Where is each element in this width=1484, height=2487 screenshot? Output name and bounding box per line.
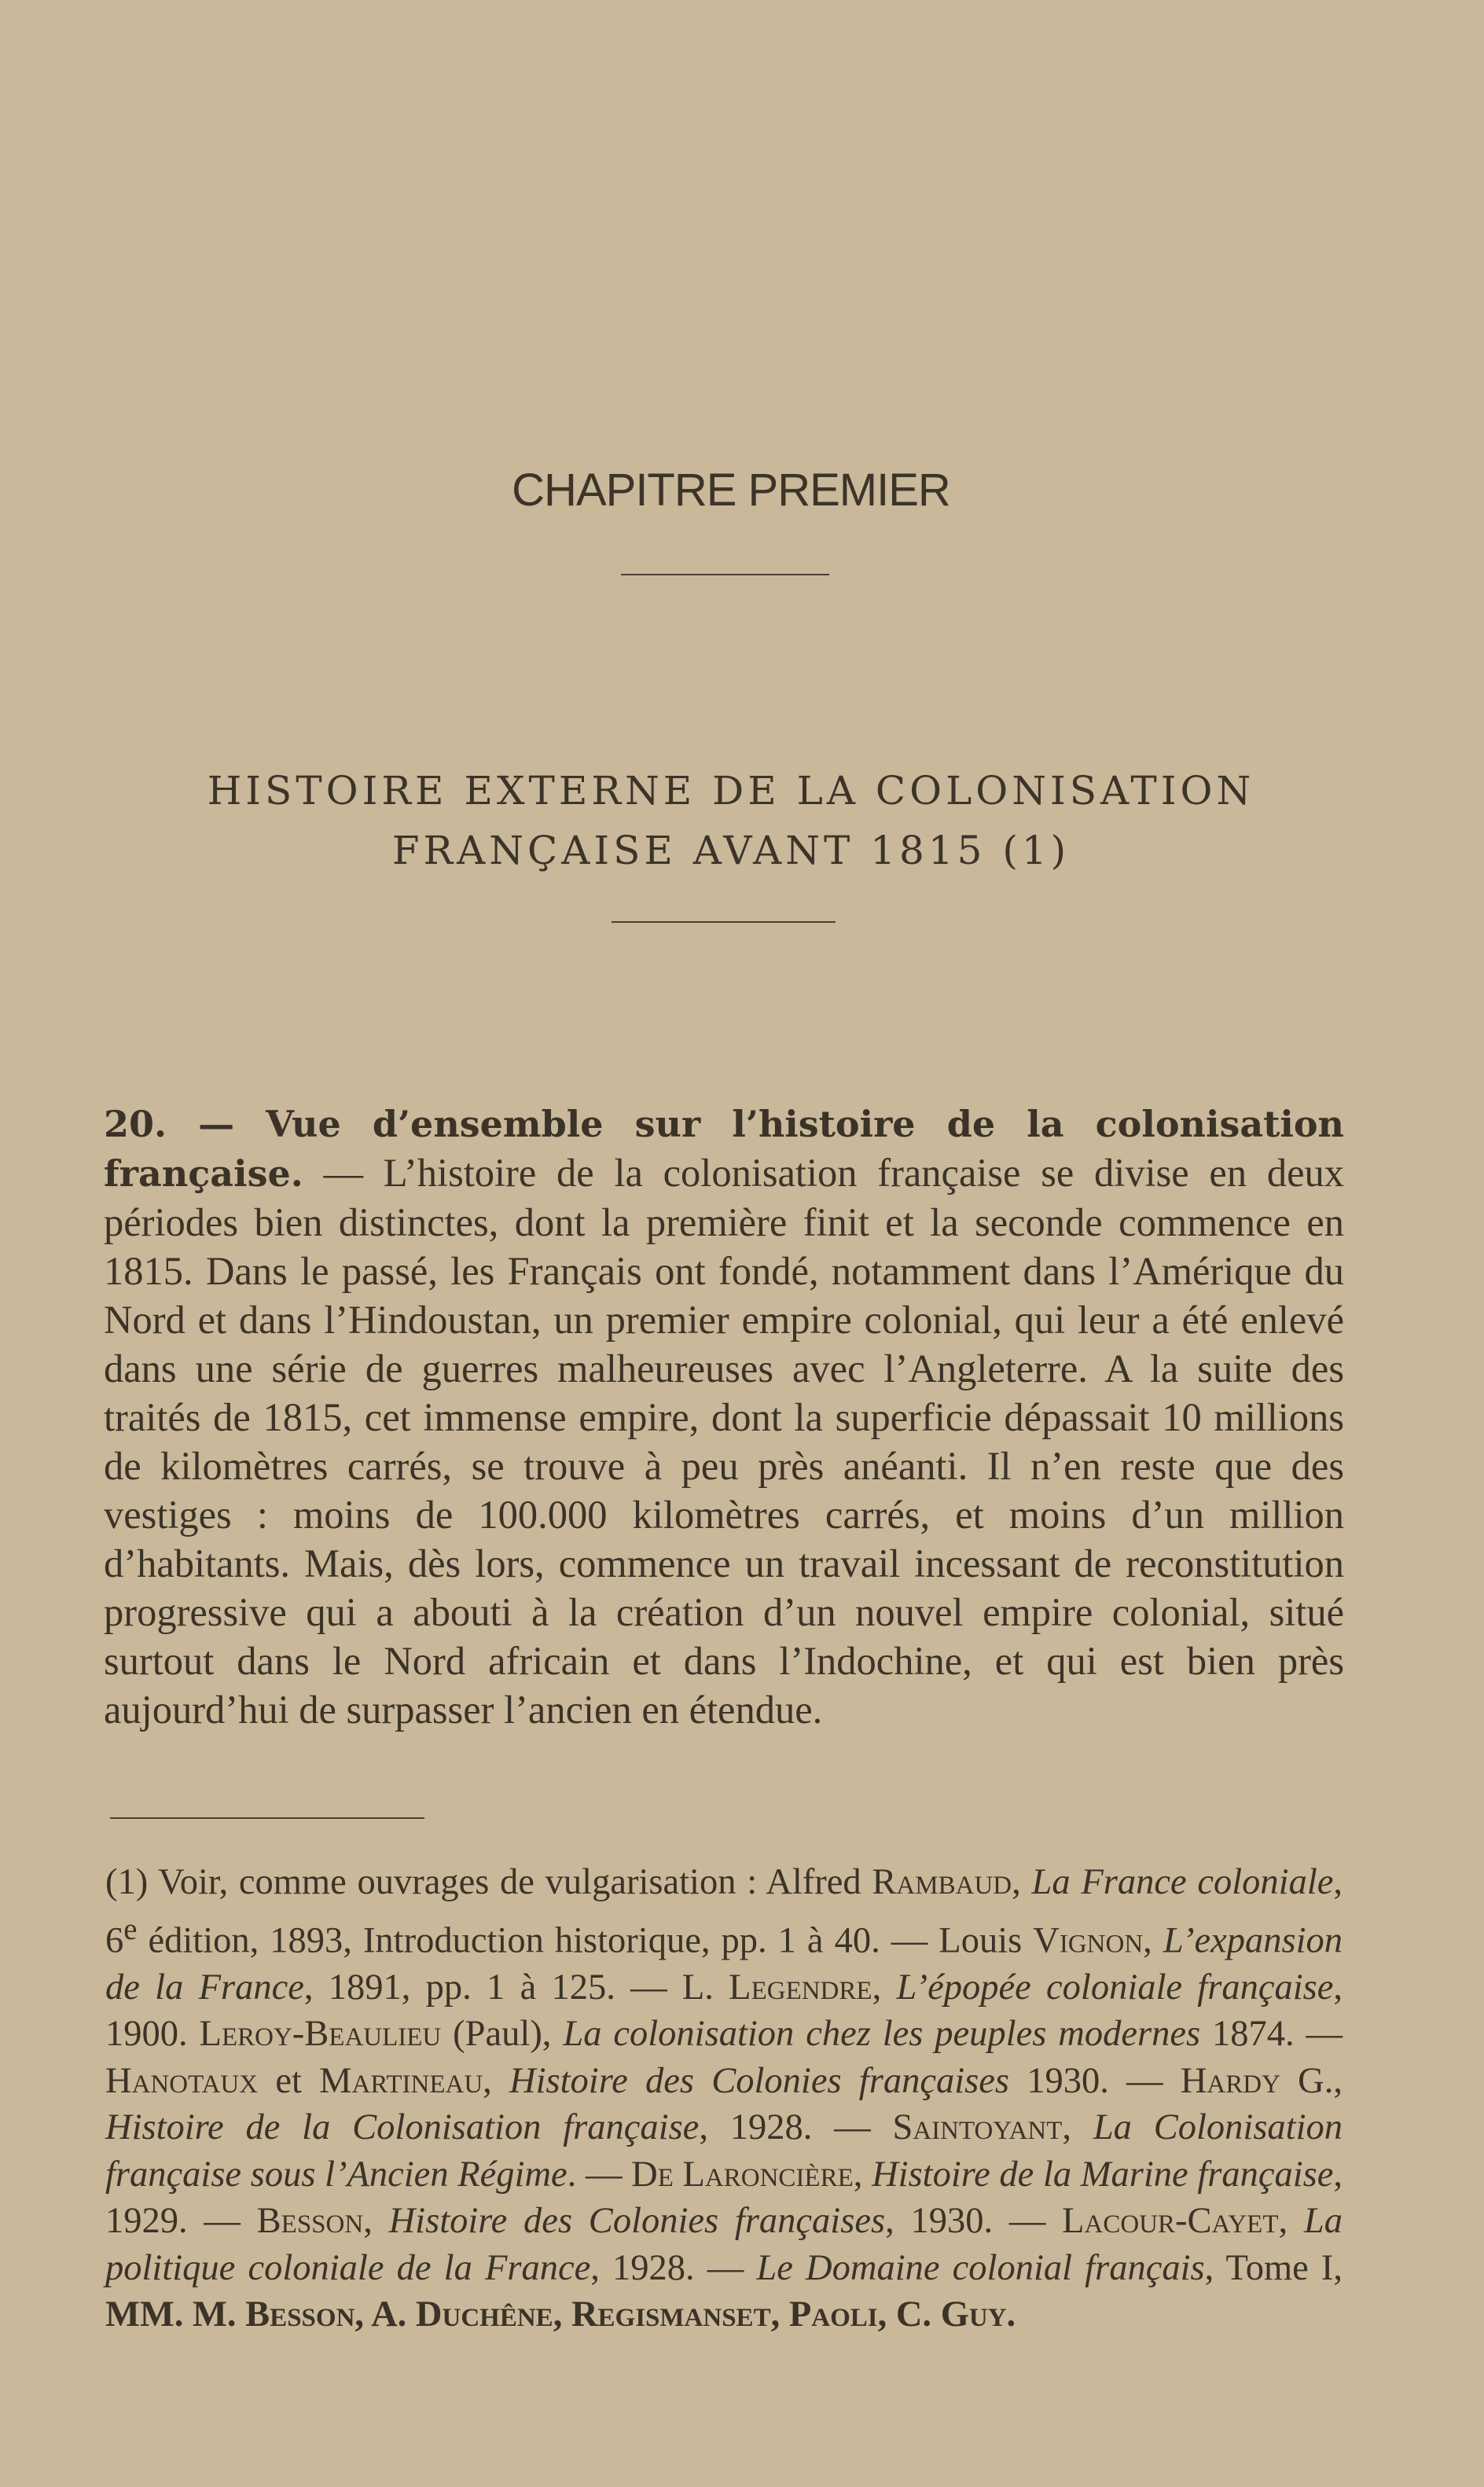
footnote <box>105 1859 1343 2338</box>
chapter-title-line-1: HISTOIRE EXTERNE DE LA COLONISATION <box>207 768 1255 814</box>
footnote-rule <box>110 1817 424 1819</box>
author-name: Leroy-Beaulieu <box>199 2014 442 2054</box>
author-name: Saintoyant <box>892 2107 1063 2147</box>
work-title: Le Domaine colonial français <box>756 2247 1205 2288</box>
chapter-title <box>110 761 1352 880</box>
author-name: Regismanset <box>571 2294 771 2335</box>
author-name: Paoli <box>788 2294 878 2335</box>
work-title: Histoire de la Marine française <box>872 2154 1334 2195</box>
author-name: Guy <box>940 2294 1007 2335</box>
work-title: Histoire des Colonies françaises <box>388 2201 886 2241</box>
author-name: Lacour-Cayet <box>1062 2201 1279 2241</box>
author-name: Rambaud <box>872 1862 1012 1902</box>
footnote-text: (1) Voir, comme ouvrages de vulgarisation : Alfred Rambaud, La France coloniale, 6e édition, 1893, Introduction historique, pp. 1 à 40. — Louis Vignon, L’expansion de la France, 1891, pp. 1 à 125. — L. Legendre, L’épopée coloniale française, 1900. Leroy-Beaulieu (Paul), La colonisation chez les peuples modernes 1874. — Hanotaux et Martineau, Histoire des Colonies françaises 1930. — Hardy G., Histoire de la Colonisation française, 1928. — Saintoyant, La Colonisation française sous l’Ancien Régime. — De Laroncière, Histoire de la Marine française, 1929. — Besson, Histoire des Colonies françaises, 1930. — Lacour-Cayet, La politique coloniale de la France, 1928. — Le Domaine colonial français, Tome I, MM. M. Besson, A. Duchêne, Regismanset, Paoli, C. Guy. <box>105 1862 1343 2335</box>
author-name: Martineau <box>319 2060 483 2101</box>
section-paragraph <box>104 1099 1344 1734</box>
chapter-heading: CHAPITRE PREMIER <box>512 465 950 516</box>
author-name: Besson <box>256 2201 364 2241</box>
work-title: La colonisation chez les peuples modernes <box>563 2014 1201 2054</box>
author-name: Duchêne <box>415 2294 553 2335</box>
author-name: Vignon <box>1033 1920 1144 1960</box>
work-title: La Colonisation française sous l’Ancien Régime <box>105 2107 1343 2195</box>
work-title: Histoire de la Colonisation française <box>105 2107 700 2147</box>
author-name: Besson <box>245 2294 355 2335</box>
work-title: La politique coloniale de la France <box>105 2201 1343 2288</box>
work-title: La France coloniale <box>1031 1862 1334 1902</box>
author-name: Hardy <box>1180 2060 1280 2101</box>
work-title: Histoire des Colonies françaises <box>509 2060 1009 2101</box>
author-name: Legendre <box>729 1967 872 2008</box>
work-title: L’expansion de la France <box>105 1920 1343 2008</box>
chapter-title-line-2: FRANÇAISE AVANT 1815 (1) <box>391 828 1071 873</box>
section-heading: 20. — Vue d’ensemble sur l’histoire de la colonisation française. <box>104 1103 1344 1195</box>
chapter-rule <box>621 574 829 575</box>
section-text: — L’histoire de la colonisation française se divise en deux périodes bien distinctes, dont la première finit et la seconde commence en 1815. Dans le passé, les Français ont fondé, notamment dans l’Amérique du Nord et dans l’Hindoustan, un premier empire colonial, qui leur a été enlevé dans une série de guerres malheureuses avec l’Angleterre. A la suite des traités de 1815, cet immense empire, dont la superficie dépassait 10 millions de kilomètres carrés, se trouve à peu près anéanti. Il n’en reste que des vestiges : moins de 100.000 kilomètres carrés, et moins d’un million d’habitants. Mais, dès lors, commence un travail incessant de reconstitution progressive qui a abouti à la création d’un nouvel empire colonial, situé surtout dans le Nord africain et dans l’Indochine, et qui est bien près aujourd’hui de surpasser l’ancien en étendue. <box>104 1151 1345 1732</box>
author-name: De Laroncière <box>631 2154 854 2195</box>
work-title: L’épopée coloniale française <box>896 1967 1334 2008</box>
title-rule <box>612 921 836 923</box>
author-name: Hanotaux <box>105 2060 259 2101</box>
